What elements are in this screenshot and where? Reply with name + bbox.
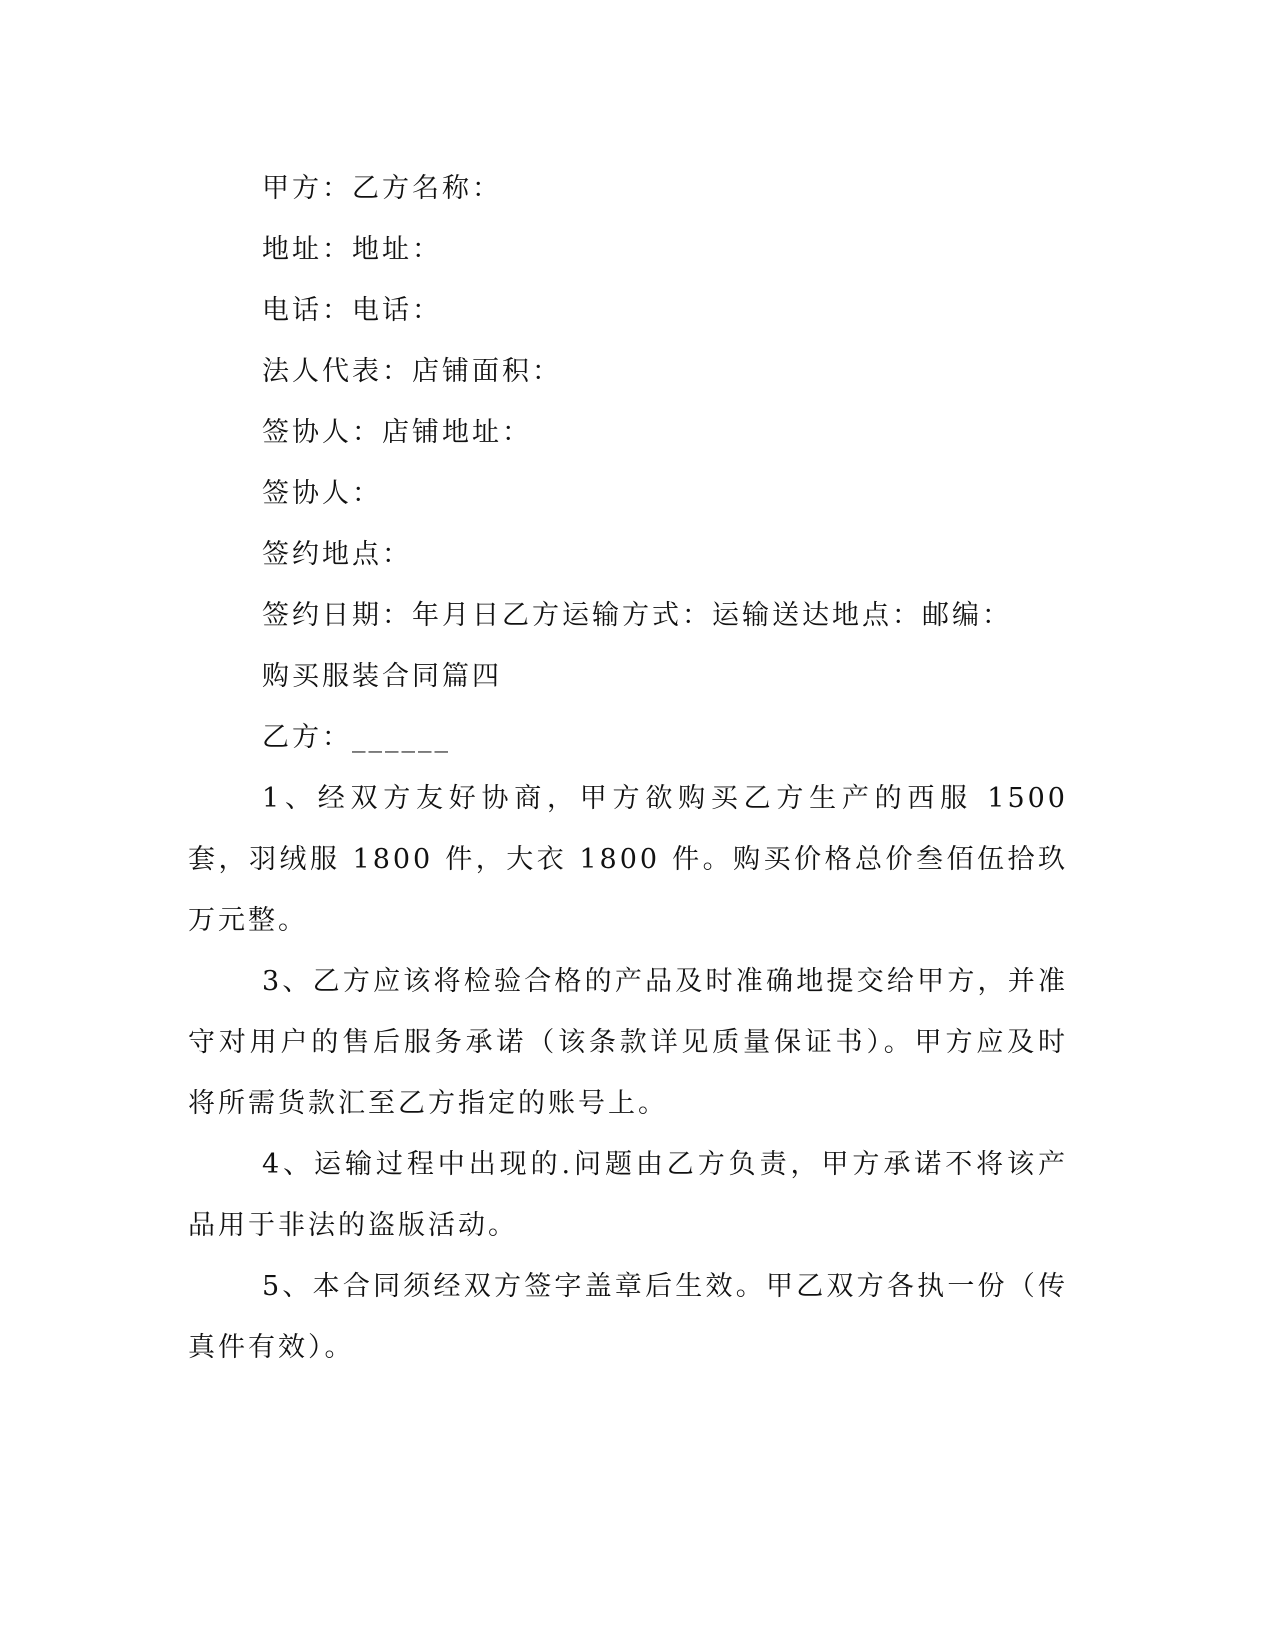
- signatory-line: 签协人：: [262, 478, 382, 509]
- signing-date-line: 签约日期：年月日乙方运输方式：运输送达地点：邮编：: [262, 600, 1012, 631]
- document-body: [188, 158, 1068, 1378]
- section-title: 购买服装合同篇四: [262, 661, 502, 692]
- clause-1: 1、经双方友好协商，甲方欲购买乙方生产的西服 1500 套，羽绒服 1800 件，大衣 1800 件。购买价格总价叁佰伍拾玖万元整。: [188, 783, 1068, 936]
- clause-5: 5、本合同须经双方签字盖章后生效。甲乙双方各执一份（传真件有效）。: [188, 1271, 1068, 1363]
- party-b-blank: ______: [352, 722, 451, 753]
- phone-line: 电话：电话：: [262, 295, 442, 326]
- signatory-store-address-line: 签协人：店铺地址：: [262, 417, 532, 448]
- legal-rep-line: 法人代表：店铺面积：: [262, 356, 562, 387]
- clause-3: 3、乙方应该将检验合格的产品及时准确地提交给甲方，并准守对用户的售后服务承诺（该条款详见质量保证书）。甲方应及时将所需货款汇至乙方指定的账号上。: [188, 966, 1068, 1119]
- clause-4: 4、运输过程中出现的.问题由乙方负责，甲方承诺不将该产品用于非法的盗版活动。: [188, 1149, 1068, 1241]
- signing-place-line: 签约地点：: [262, 539, 412, 570]
- address-line: 地址：地址：: [262, 234, 442, 265]
- party-a-name-line: 甲方：乙方名称：: [262, 173, 502, 204]
- party-b-line: [188, 707, 1068, 768]
- party-b-label: 乙方：: [262, 722, 352, 753]
